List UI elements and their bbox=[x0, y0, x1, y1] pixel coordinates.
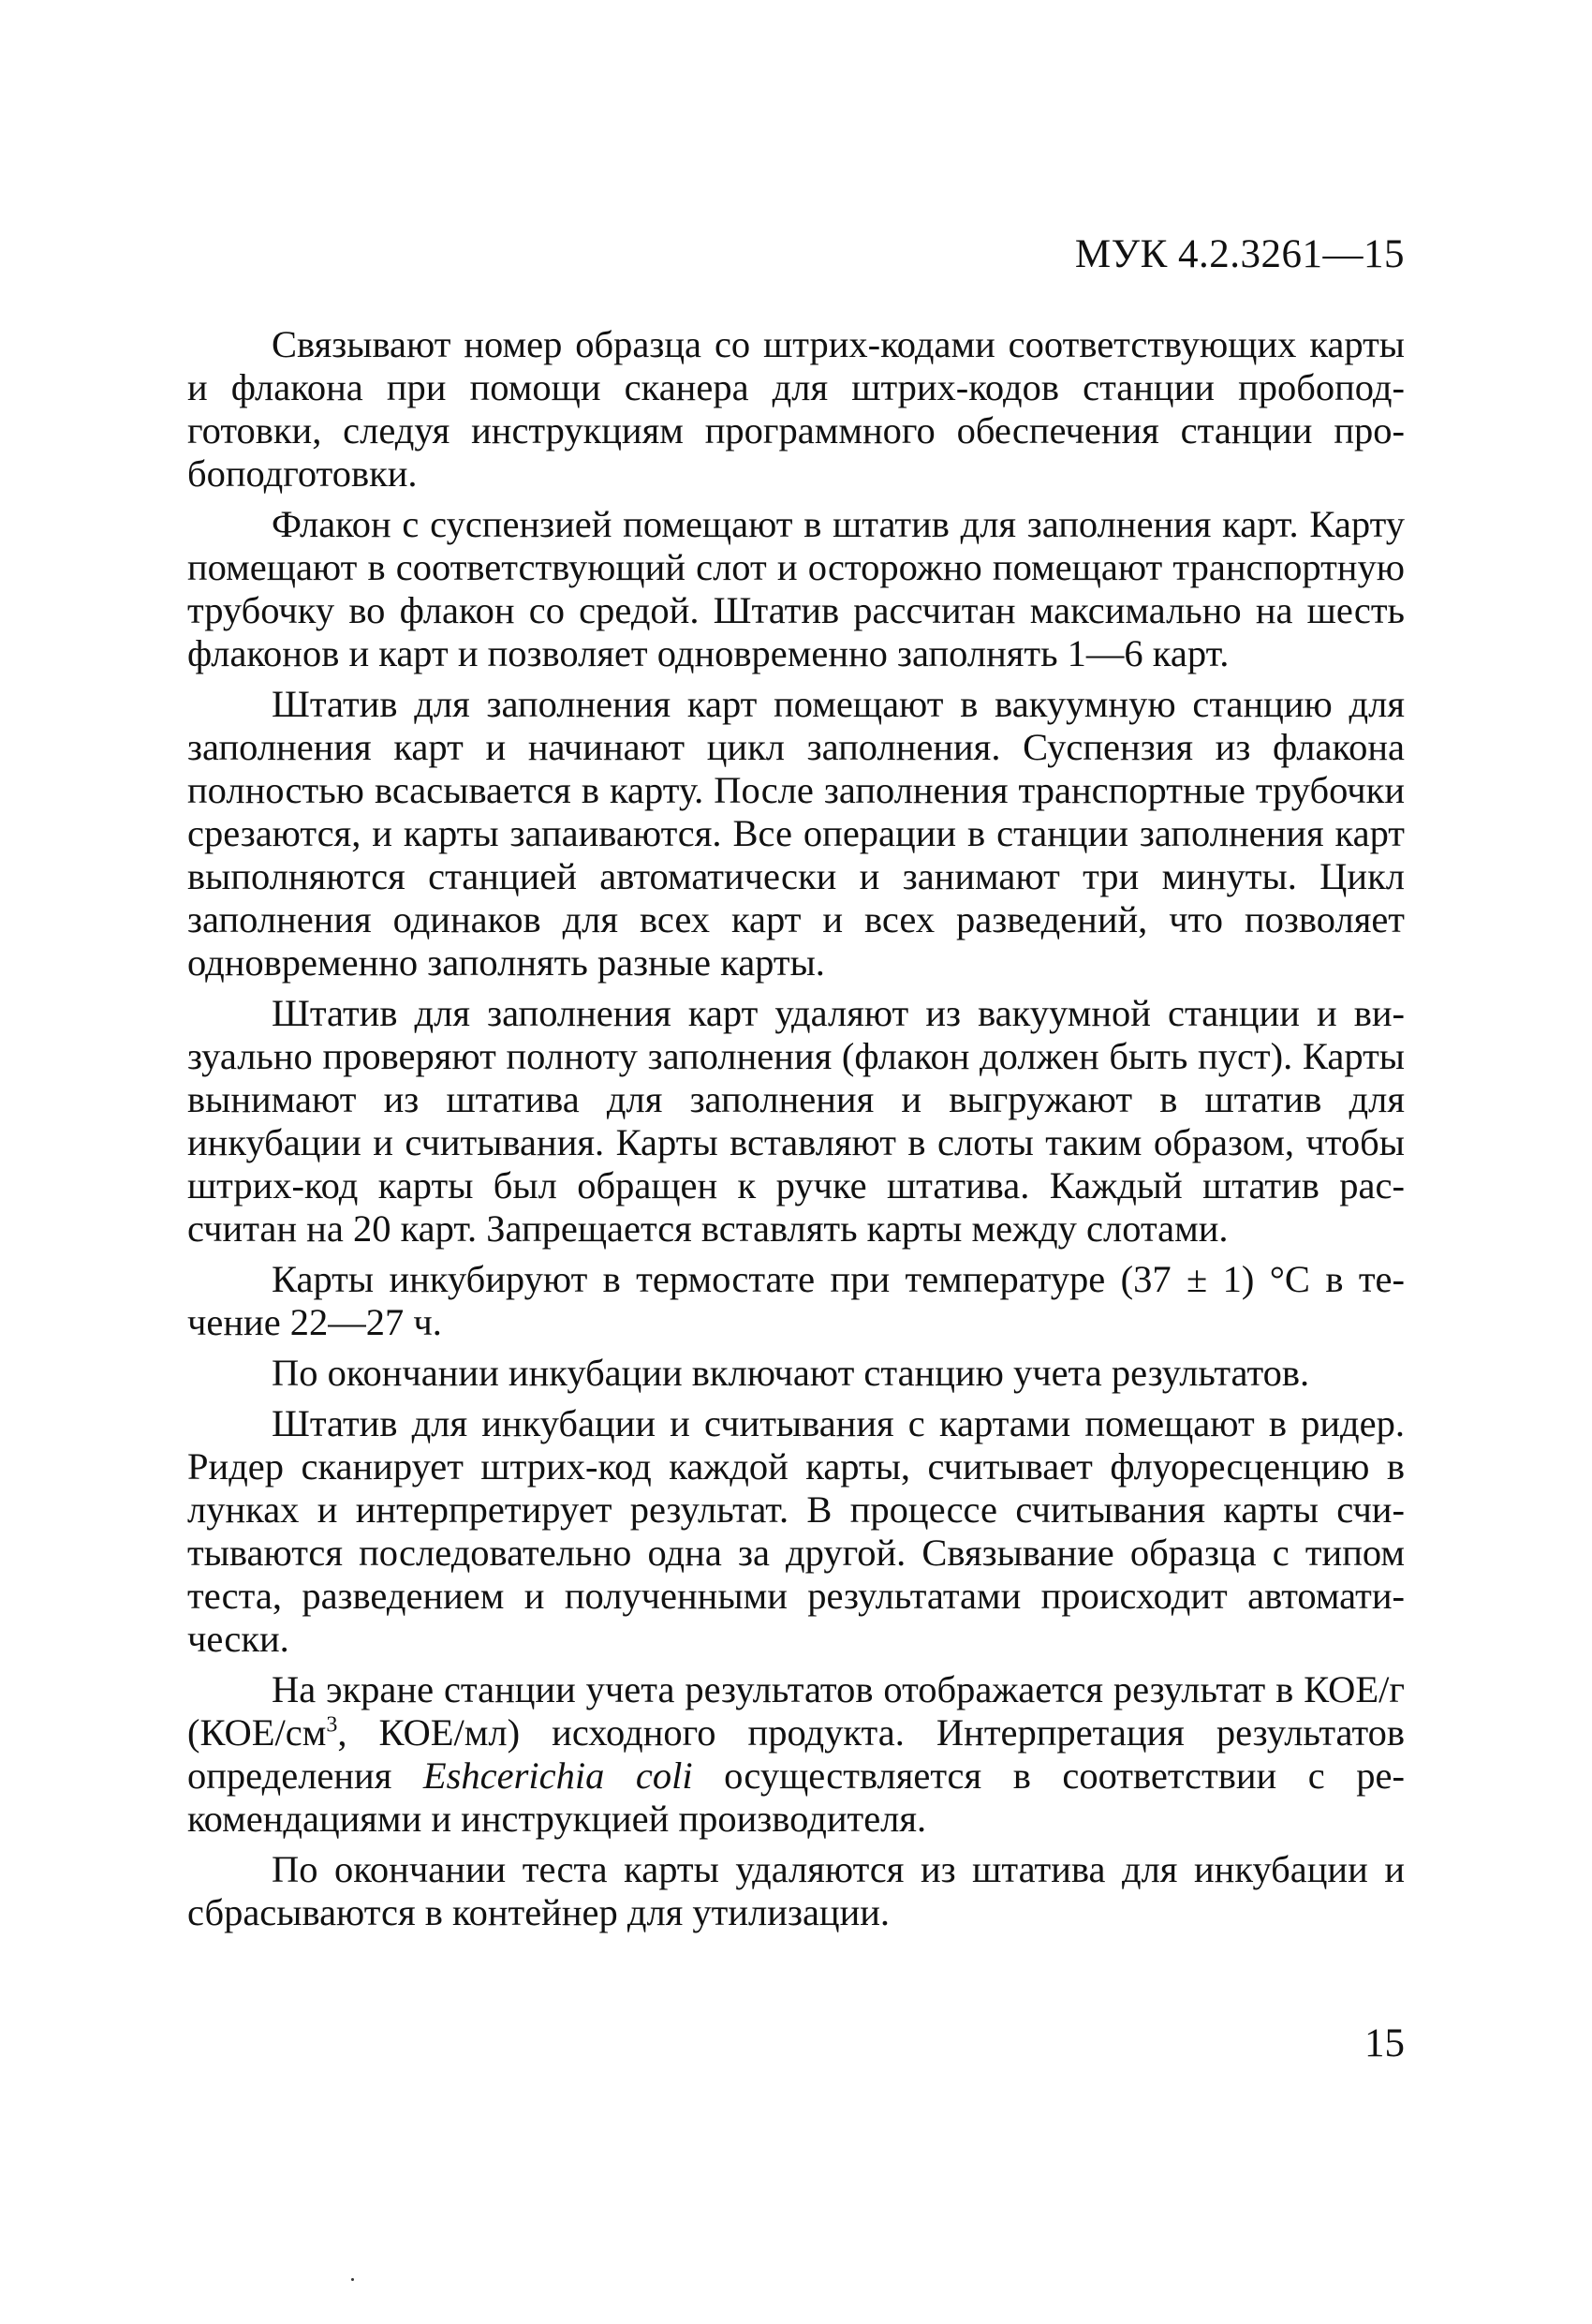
page-number: 15 bbox=[1364, 2021, 1405, 2065]
superscript-cubic: 3 bbox=[326, 1712, 338, 1738]
species-name: Eshcerichia coli bbox=[422, 1754, 693, 1797]
paragraph-results-station: По окончании инкубации включают станцию учета результатов. bbox=[272, 1352, 1310, 1394]
paragraph-sample-binding: Связывают номер образца со штрих-кодами соответствующих карты и флакона при помощи сканера для штрих-кодов станции пробоподготовки, следуя инструкциям программного обеспечения станции пробоподготовки. bbox=[187, 323, 1405, 495]
result-display-text-3: осуществляется в соответствии с рекомендациями и инструкцией производителя. bbox=[187, 1754, 1405, 1840]
paragraph-reader: Штатив для инкубации и считывания с картами помещают в ридер. Ридер сканирует штрих-код каждой карты, считывает флуоресценцию в лунках и интерпретирует результат. В процессе считывания карты считываются последовательно одна за другой. Связывание образца с типом теста, разведением и полученными результатами происходит автоматически. bbox=[187, 1402, 1405, 1660]
paragraph-incubation: Карты инкубируют в термостате при температуре (37 ± 1) °С в течение 22—27 ч. bbox=[187, 1258, 1405, 1343]
paragraph-vacuum-filling: Штатив для заполнения карт помещают в вакуумную станцию для заполнения карт и начинают цикл заполнения. Суспензия из флакона полностью всасывается в карту. После заполнения транспортные трубочки срезаются, и карты запаиваются. Все операции в станции заполнения карт выполняются станцией автоматически и занимают три минуты. Цикл заполнения одинаков для всех карт и всех разведений, что позволяет одновременно заполнять разные карты. bbox=[187, 683, 1405, 984]
paragraph-rack-transfer: Штатив для заполнения карт удаляют из вакуумной станции и визуально проверяют полноту заполнения (флакон должен быть пуст). Карты вынимают из штатива для заполнения и выгружают в штатив для инкубации и считывания. Карты вставляют в слоты таким образом, чтобы штрих-код карты был обращен к ручке штатива. Каждый штатив рассчитан на 20 карт. Запрещается вставлять карты между слотами. bbox=[187, 992, 1405, 1250]
paragraph-disposal: По окончании теста карты удаляются из штатива для инкубации и сбрасываются в контейнер для утилизации. bbox=[187, 1848, 1405, 1933]
paragraph-result-display bbox=[187, 1668, 1405, 1841]
document-code-header: МУК 4.2.3261—15 bbox=[1074, 232, 1405, 276]
result-display-text-1: На экране станции учета результатов отображается результат в КОЕ/г (КОЕ/см bbox=[187, 1668, 1405, 1754]
document-body bbox=[187, 323, 1405, 1942]
scan-speck bbox=[351, 2278, 354, 2281]
result-display-text-2: , КОЕ/мл) исходного продукта. Интерпретация результатов определения bbox=[187, 1711, 1405, 1797]
paragraph-vial-placement: Флакон с суспензией помещают в штатив для заполнения карт. Карту помещают в соответствующий слот и осторожно помещают транспортную трубочку во флакон со средой. Штатив рассчитан максимально на шесть флаконов и карт и позволяет одновременно заполнять 1—6 карт. bbox=[187, 503, 1405, 674]
